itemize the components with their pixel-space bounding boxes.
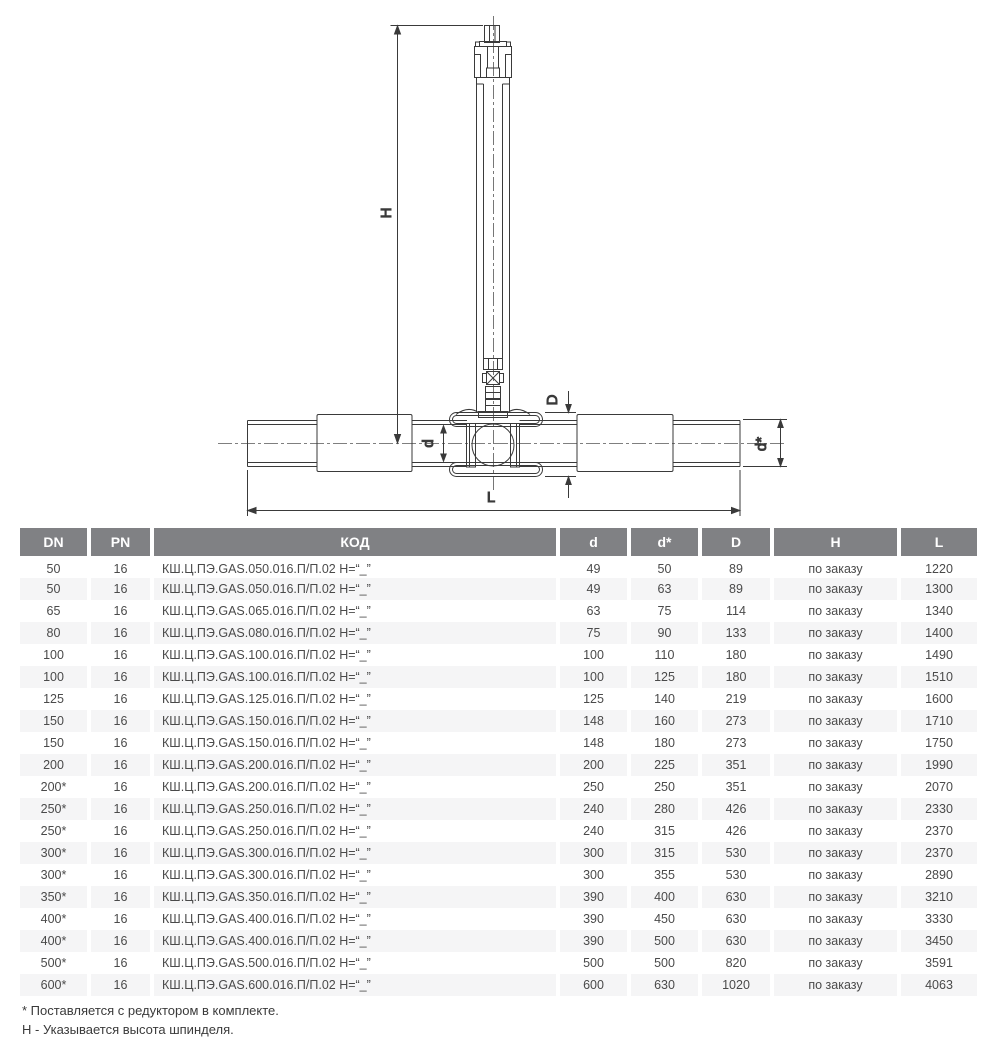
cell-l: 1510 [897,666,977,688]
cell-l: 1300 [897,578,977,600]
cell-d: 240 [556,820,627,842]
cell-code: КШ.Ц.ПЭ.GAS.100.016.П/П.02 Н=“_” [150,644,556,666]
cell-dn: 100 [20,666,87,688]
dim-label-D: D [544,394,561,406]
cell-l: 2370 [897,842,977,864]
cell-dn: 80 [20,622,87,644]
cell-d: 390 [556,930,627,952]
dimension-H [391,26,484,444]
cell-d: 49 [556,578,627,600]
table-row [20,842,977,864]
cell-h: по заказу [770,798,897,820]
table-row [20,688,977,710]
cell-pn: 16 [87,732,150,754]
col-header-d-star: d* [627,528,698,556]
cell-pn: 16 [87,952,150,974]
table-row [20,886,977,908]
cell-code: КШ.Ц.ПЭ.GAS.300.016.П/П.02 Н=“_” [150,842,556,864]
cell-h: по заказу [770,930,897,952]
cell-code: КШ.Ц.ПЭ.GAS.600.016.П/П.02 Н=“_” [150,974,556,996]
cell-h: по заказу [770,820,897,842]
cell-code: КШ.Ц.ПЭ.GAS.350.016.П/П.02 Н=“_” [150,886,556,908]
cell-code: КШ.Ц.ПЭ.GAS.500.016.П/П.02 Н=“_” [150,952,556,974]
cell-code: КШ.Ц.ПЭ.GAS.125.016.П/П.02 Н=“_” [150,688,556,710]
table-row [20,908,977,930]
cell-D: 530 [698,864,770,886]
cell-D: 1020 [698,974,770,996]
cell-pn: 16 [87,556,150,578]
spec-table [20,528,977,996]
ball [472,424,514,466]
table-row [20,952,977,974]
valve-drawing-svg [0,0,1000,525]
cell-dn: 500* [40,956,67,970]
cell-D: 180 [698,644,770,666]
cell-pn: 16 [87,974,150,996]
cell-code: КШ.Ц.ПЭ.GAS.250.016.П/П.02 Н=“_” [150,820,556,842]
cell-h: по заказу [770,886,897,908]
cell-h: по заказу [770,908,897,930]
cell-h: по заказу [770,710,897,732]
cell-dn: 300* [20,842,87,864]
table-row [20,666,977,688]
cell-d_star: 180 [627,732,698,754]
cell-d_star: 280 [627,798,698,820]
cell-d: 49 [556,556,627,578]
table-row [20,930,977,952]
table-row [20,600,977,622]
table-row [20,556,977,578]
cell-D: 630 [698,886,770,908]
cell-d: 125 [556,688,627,710]
cell-pn: 16 [87,578,150,600]
cell-d_star: 355 [627,864,698,886]
valve-technical-drawing [0,0,1000,525]
cell-D: 426 [698,820,770,842]
cell-l: 1710 [897,710,977,732]
cell-l: 1600 [897,688,977,710]
cell-code: КШ.Ц.ПЭ.GAS.150.016.П/П.02 Н=“_” [150,710,556,732]
cell-code: КШ.Ц.ПЭ.GAS.080.016.П/П.02 Н=“_” [150,622,556,644]
cell-l: 4063 [897,974,977,996]
dimension-d [441,426,446,461]
cell-D: 273 [698,732,770,754]
cell-pn: 16 [87,622,150,644]
cell-h: по заказу [770,952,897,974]
dim-label-d: d [420,439,437,448]
cell-h: по заказу [770,644,897,666]
cell-D: 530 [698,842,770,864]
cell-l: 3450 [897,930,977,952]
cell-d: 100 [556,666,627,688]
cell-d_star: 500 [627,930,698,952]
table-row [20,974,977,996]
cell-pn: 16 [87,754,150,776]
cell-l: 1490 [897,644,977,666]
cell-d: 148 [556,710,627,732]
cell-code: КШ.Ц.ПЭ.GAS.400.016.П/П.02 Н=“_” [150,908,556,930]
cell-pn: 16 [87,842,150,864]
cell-pn: 16 [87,688,150,710]
cell-l: 1340 [897,600,977,622]
cell-d_star: 50 [627,556,698,578]
cell-pn: 16 [87,666,150,688]
cell-dn: 300* [40,868,67,882]
dim-label-h: H [378,207,395,219]
cell-h: по заказу [770,600,897,622]
cell-l: 2070 [897,776,977,798]
cell-h: по заказу [770,578,897,600]
cell-l: 3591 [897,952,977,974]
cell-pn: 16 [87,710,150,732]
cell-dn: 125 [43,692,64,706]
cell-dn: 250* [40,824,67,838]
cell-dn: 200* [40,780,67,794]
table-row [20,732,977,754]
cell-d_star: 160 [627,710,698,732]
cell-d: 300 [556,842,627,864]
cell-code: КШ.Ц.ПЭ.GAS.100.016.П/П.02 Н=“_” [150,666,556,688]
cell-h: по заказу [770,864,897,886]
cell-code: КШ.Ц.ПЭ.GAS.050.016.П/П.02 Н=“_” [150,556,556,578]
footnote-reducer: * Поставляется с редуктором в комплекте. [22,1003,279,1018]
cell-D: 630 [698,908,770,930]
cell-D: 273 [698,710,770,732]
dim-label-L: L [486,489,496,506]
cell-D: 351 [698,776,770,798]
cell-pn: 16 [87,600,150,622]
cell-l: 3330 [897,908,977,930]
cell-D: 219 [698,688,770,710]
cell-h: по заказу [770,776,897,798]
cell-h: по заказу [770,842,897,864]
cell-dn: 400* [20,930,87,952]
table-row [20,798,977,820]
table-row [20,776,977,798]
cell-dn: 100 [43,648,64,662]
cell-pn: 16 [87,820,150,842]
spec-table-body [20,556,977,996]
footnotes [22,1001,279,1039]
spindle-extension [456,26,530,418]
cell-l: 1400 [897,622,977,644]
col-header-d: d [556,528,627,556]
cell-d: 500 [556,952,627,974]
cell-dn: 350* [20,886,87,908]
cell-code: КШ.Ц.ПЭ.GAS.250.016.П/П.02 Н=“_” [150,798,556,820]
cell-l: 1220 [897,556,977,578]
cell-d: 250 [556,776,627,798]
table-row [20,622,977,644]
col-header-L: L [897,528,977,556]
cell-l: 1990 [897,754,977,776]
cell-code: КШ.Ц.ПЭ.GAS.050.016.П/П.02 Н=“_” [150,578,556,600]
cell-l: 1750 [897,732,977,754]
cell-d_star: 90 [627,622,698,644]
cell-dn: 200 [20,754,87,776]
cell-pn: 16 [87,644,150,666]
cell-dn: 150 [20,710,87,732]
spec-table-header-row [20,528,977,556]
col-header-dn: DN [20,528,87,556]
cell-D: 426 [698,798,770,820]
cell-d: 390 [556,886,627,908]
cell-code: КШ.Ц.ПЭ.GAS.400.016.П/П.02 Н=“_” [150,930,556,952]
cell-h: по заказу [770,666,897,688]
cell-pn: 16 [87,864,150,886]
cell-d: 63 [556,600,627,622]
cell-d: 148 [556,732,627,754]
table-row [20,864,977,886]
cell-d: 75 [556,622,627,644]
cell-D: 114 [698,600,770,622]
cell-d_star: 315 [627,820,698,842]
cell-D: 89 [698,556,770,578]
cell-D: 630 [698,930,770,952]
cell-d_star: 140 [627,688,698,710]
cell-d_star: 125 [627,666,698,688]
table-row [20,578,977,600]
cell-D: 820 [698,952,770,974]
cell-D: 180 [698,666,770,688]
cell-d_star: 315 [627,842,698,864]
col-header-code: КОД [150,528,556,556]
cell-code: КШ.Ц.ПЭ.GAS.300.016.П/П.02 Н=“_” [150,864,556,886]
cell-code: КШ.Ц.ПЭ.GAS.200.016.П/П.02 Н=“_” [150,754,556,776]
cell-d_star: 75 [627,600,698,622]
cell-d_star: 250 [627,776,698,798]
cell-dn: 600* [20,974,87,996]
cell-d_star: 630 [627,974,698,996]
cell-dn: 250* [20,798,87,820]
cell-dn: 65 [46,604,61,618]
cell-D: 89 [698,578,770,600]
cell-d_star: 225 [627,754,698,776]
cell-l: 2890 [897,864,977,886]
cell-d: 600 [556,974,627,996]
cell-d_star: 400 [627,886,698,908]
cell-code: КШ.Ц.ПЭ.GAS.200.016.П/П.02 Н=“_” [150,776,556,798]
cell-h: по заказу [770,556,897,578]
dim-label-d-star: d* [753,436,770,452]
table-row [20,710,977,732]
cell-d: 390 [556,908,627,930]
cell-h: по заказу [770,732,897,754]
stem-head [485,26,500,43]
cell-h: по заказу [770,974,897,996]
col-header-pn: PN [87,528,150,556]
table-row [20,644,977,666]
cell-d: 240 [556,798,627,820]
cell-D: 133 [698,622,770,644]
right-sleeve [577,415,673,472]
cell-pn: 16 [87,908,150,930]
cell-d_star: 110 [627,644,698,666]
cell-d_star: 500 [627,952,698,974]
cell-h: по заказу [770,622,897,644]
cell-pn: 16 [87,930,150,952]
cell-dn: 150 [43,736,64,750]
cell-h: по заказу [770,754,897,776]
cell-l: 2370 [897,820,977,842]
table-row [20,820,977,842]
cell-h: по заказу [770,688,897,710]
cell-pn: 16 [87,886,150,908]
dimension-D [545,391,576,498]
cell-code: КШ.Ц.ПЭ.GAS.150.016.П/П.02 Н=“_” [150,732,556,754]
cell-code: КШ.Ц.ПЭ.GAS.065.016.П/П.02 Н=“_” [150,600,556,622]
cell-pn: 16 [87,776,150,798]
col-header-D: D [698,528,770,556]
cell-d_star: 63 [627,578,698,600]
footnote-spindle-height: Н - Указывается высота шпинделя. [22,1022,234,1037]
cell-dn: 50 [20,556,87,578]
cell-dn: 400* [40,912,67,926]
cell-d: 100 [556,644,627,666]
cell-D: 351 [698,754,770,776]
cell-d: 300 [556,864,627,886]
cell-l: 3210 [897,886,977,908]
cell-d: 200 [556,754,627,776]
col-header-H: H [770,528,897,556]
cell-d_star: 450 [627,908,698,930]
cell-l: 2330 [897,798,977,820]
table-row [20,754,977,776]
cell-pn: 16 [87,798,150,820]
cell-dn: 50 [20,578,87,600]
